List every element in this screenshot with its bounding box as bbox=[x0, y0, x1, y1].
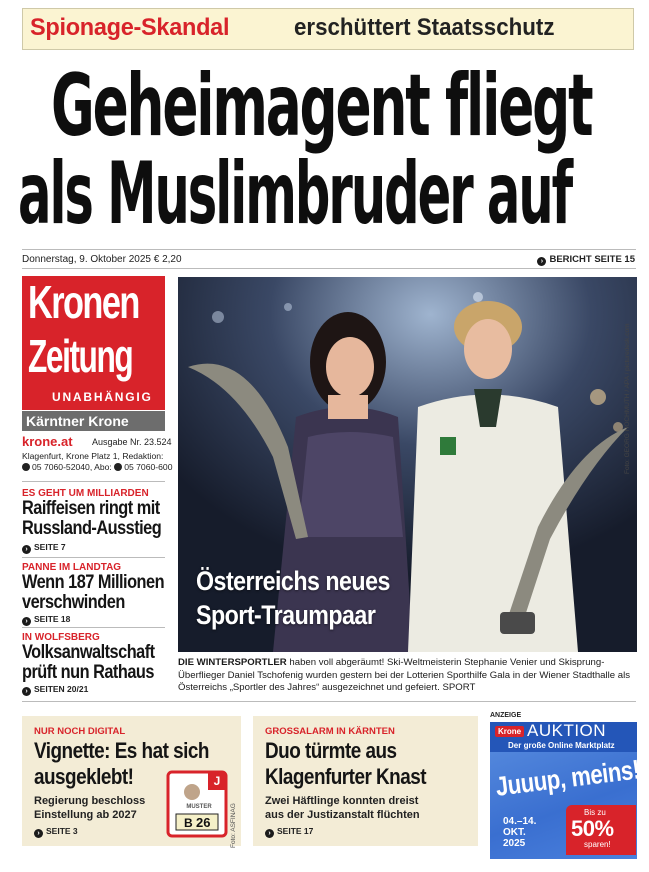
masthead-line-1: Kronen bbox=[28, 277, 139, 329]
divider bbox=[22, 249, 636, 250]
photo-caption bbox=[178, 657, 637, 695]
bericht-link[interactable] bbox=[537, 254, 635, 266]
arrow-icon: › bbox=[22, 617, 31, 626]
box-2-subline-1: Zwei Häftlinge konnten dreist bbox=[265, 795, 419, 807]
masthead-line-2: Zeitung bbox=[28, 331, 133, 383]
phone-redaktion: 05 7060-52040, Abo: bbox=[32, 462, 112, 472]
teaser-1-headline-1[interactable]: Raiffeisen ringt mit bbox=[22, 498, 160, 519]
ad-discount-suffix: sparen! bbox=[584, 840, 611, 849]
ad-date-year: 2025 bbox=[503, 838, 526, 849]
box-2-headline-2[interactable]: Klagenfurter Knast bbox=[265, 764, 427, 789]
teaser-1-kicker: ES GEHT UM MILLIARDEN bbox=[22, 488, 149, 499]
caption-lead: DIE WINTERSPORTLER bbox=[178, 657, 287, 668]
divider bbox=[22, 557, 165, 558]
ad-discount-prefix: Bis zu bbox=[584, 808, 606, 817]
box-1-headline-2[interactable]: ausgeklebt! bbox=[34, 764, 134, 789]
box-1-kicker: NUR NOCH DIGITAL bbox=[34, 726, 126, 737]
masthead-tagline: UNABHÄNGIG bbox=[52, 390, 153, 404]
teaser-2-page-label: SEITE 18 bbox=[34, 614, 71, 624]
teaser-2-page[interactable] bbox=[22, 614, 70, 626]
divider bbox=[22, 627, 165, 628]
teaser-3-headline-1[interactable]: Volksanwaltschaft bbox=[22, 642, 155, 663]
teaser-1-page[interactable] bbox=[22, 542, 66, 554]
teaser-1-page-label: SEITE 7 bbox=[34, 542, 66, 552]
address-block bbox=[22, 451, 172, 473]
headline-line-2[interactable]: als Muslimbruder auf bbox=[18, 144, 572, 244]
vignette-year: 26 bbox=[196, 815, 211, 830]
phone-icon bbox=[22, 463, 30, 471]
photo-credit: Foto: GEORG HOCHMUTH / APA / picturedesk.com bbox=[624, 323, 631, 474]
divider bbox=[22, 701, 636, 702]
edition-number: Ausgabe Nr. 23.524 bbox=[92, 437, 172, 447]
box-1-subline-1: Regierung beschloss bbox=[34, 795, 146, 807]
ad-date-month: OKT. bbox=[503, 827, 526, 838]
dateline: Donnerstag, 9. Oktober 2025 € 2,20 bbox=[22, 254, 182, 265]
divider bbox=[22, 481, 165, 482]
teaser-2-headline-2[interactable]: verschwinden bbox=[22, 592, 125, 613]
ad-date bbox=[503, 816, 536, 849]
address-text: Klagenfurt, Krone Platz 1, Redaktion: bbox=[22, 451, 164, 461]
ad-date-range: 04.–14. bbox=[503, 816, 537, 827]
box-1-page[interactable] bbox=[34, 826, 78, 838]
teaser-3-page-label: SEITEN 20/21 bbox=[34, 684, 89, 694]
vignette-letter: J bbox=[213, 774, 221, 788]
regional-edition: Kärntner Krone bbox=[22, 411, 165, 431]
teaser-2-headline-1[interactable]: Wenn 187 Millionen bbox=[22, 572, 165, 593]
bericht-link-label: BERICHT SEITE 15 bbox=[549, 254, 635, 265]
ad-label: ANZEIGE bbox=[490, 712, 522, 719]
box-2-kicker: GROSSALARM IN KÄRNTEN bbox=[265, 726, 395, 737]
box-2-page-label: SEITE 17 bbox=[277, 826, 314, 836]
arrow-icon: › bbox=[537, 257, 546, 266]
arrow-icon: › bbox=[22, 545, 31, 554]
photo-title-2: Sport-Traumpaar bbox=[196, 600, 376, 630]
box-1-page-label: SEITE 3 bbox=[46, 826, 78, 836]
website-link[interactable]: krone.at bbox=[22, 434, 73, 449]
caption-text: haben voll abgeräumt! Ski-Weltmeisterin Stephanie Venier und Skisprung-Überflieger Daniel Tschofenig wurden gestern bei der Lotterien Sporthilfe Gala in der Wiener Stadthalle als Österreichs „Sportler des Jahres“ ausgezeichnet und gefeiert. SPORT bbox=[178, 657, 631, 693]
photo-title-1: Österreichs neues bbox=[196, 566, 390, 596]
vignette-mark: B bbox=[184, 816, 193, 830]
box-1-subline-2: Einstellung ab 2027 bbox=[34, 809, 137, 821]
phone-abo: 05 7060-600 bbox=[124, 462, 173, 472]
phone-line bbox=[22, 462, 172, 473]
ad-subtitle: Der große Online Marktplatz bbox=[508, 741, 615, 750]
box-2-subline-2: aus der Justizanstalt flüchten bbox=[265, 809, 420, 821]
arrow-icon: › bbox=[34, 829, 43, 838]
ad-discount-percent: 50% bbox=[571, 816, 614, 841]
teaser-1-headline-2[interactable]: Russland-Ausstieg bbox=[22, 518, 162, 539]
top-kicker-red: Spionage-Skandal bbox=[30, 14, 230, 41]
teaser-3-kicker: IN WOLFSBERG bbox=[22, 632, 100, 643]
headline-line-1[interactable]: Geheimagent fliegt bbox=[51, 56, 592, 156]
teaser-3-headline-2[interactable]: prüft nun Rathaus bbox=[22, 662, 154, 683]
ad-brand-logo: Krone bbox=[495, 726, 524, 737]
vignette-sticker-image bbox=[164, 768, 230, 840]
box-2-headline-1[interactable]: Duo türmte aus bbox=[265, 738, 397, 763]
arrow-icon: › bbox=[22, 687, 31, 696]
box-2-page[interactable] bbox=[265, 826, 313, 838]
vignette-label: MUSTER bbox=[186, 804, 212, 810]
teaser-3-page[interactable] bbox=[22, 684, 88, 696]
box-1-headline-1[interactable]: Vignette: Es hat sich bbox=[34, 738, 209, 763]
phone-icon bbox=[114, 463, 122, 471]
teaser-2-kicker: PANNE IM LANDTAG bbox=[22, 562, 122, 573]
arrow-icon: › bbox=[265, 829, 274, 838]
vignette-credit: Foto: ASFINAG bbox=[230, 803, 237, 848]
ad-slogan: Juuup, meins! bbox=[494, 754, 642, 802]
ad-title: AUKTION bbox=[527, 721, 607, 740]
divider bbox=[22, 268, 636, 269]
top-kicker-black: erschüttert Staatsschutz bbox=[294, 14, 555, 41]
